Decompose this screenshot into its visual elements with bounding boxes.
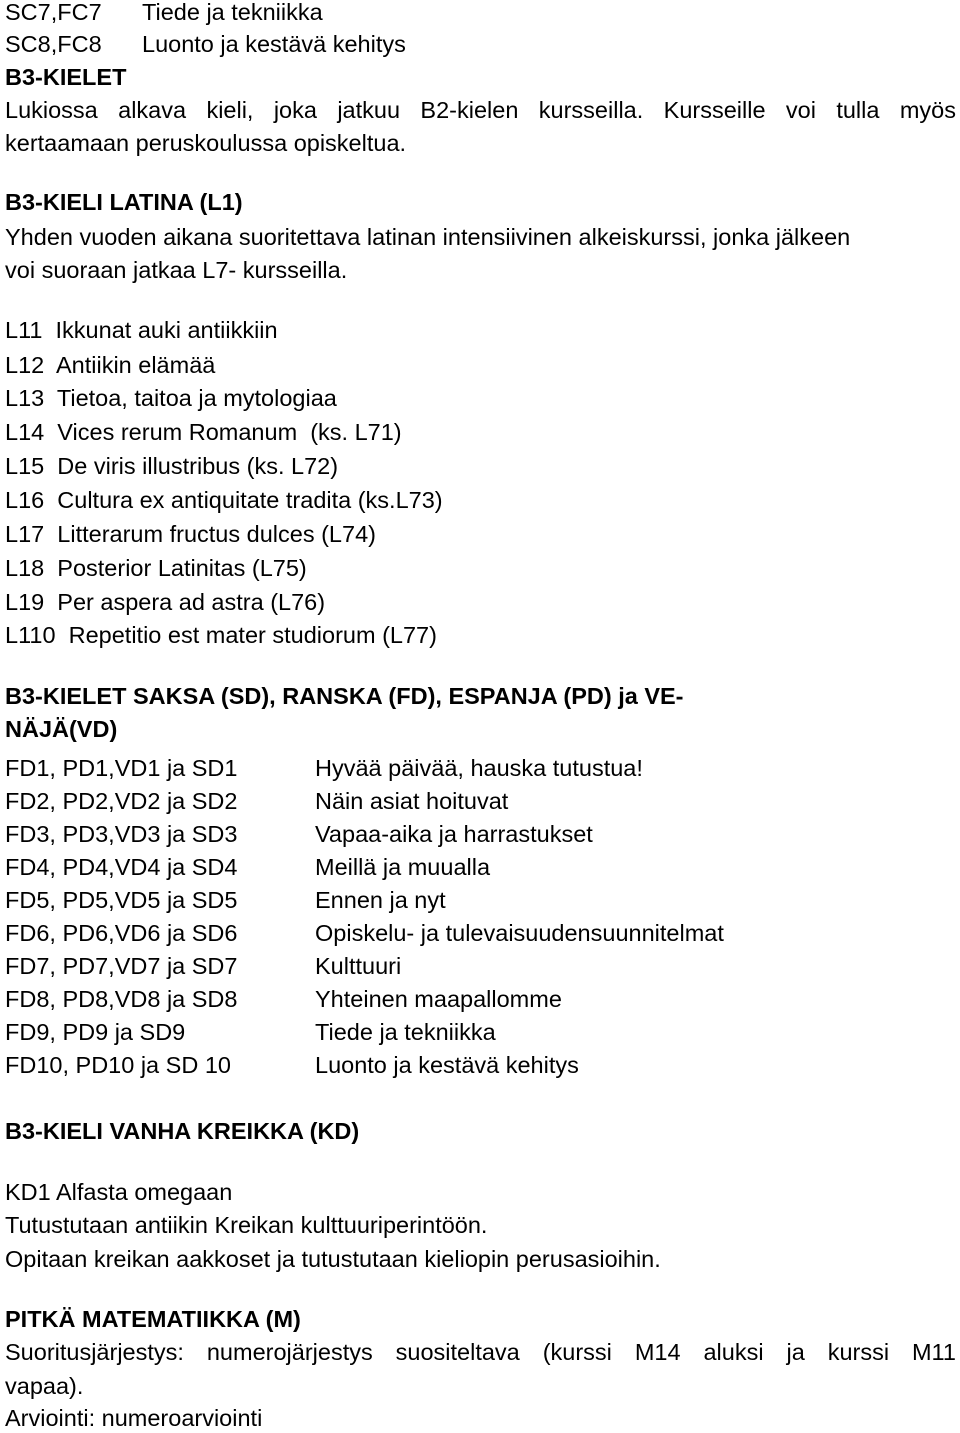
section-heading: B3-KIELI LATINA (L1) bbox=[5, 189, 243, 215]
paragraph-line: voi suoraan jatkaa L7- kursseilla. bbox=[5, 257, 348, 283]
paragraph-line: Yhden vuoden aikana suoritettava latinan intensiivinen alkeiskurssi, jonka jälkeen bbox=[5, 224, 851, 250]
word: B2-kielen bbox=[420, 97, 519, 123]
course-code: L19 bbox=[5, 589, 45, 615]
course-row bbox=[5, 519, 376, 549]
course-code: SC7,FC7 bbox=[5, 0, 102, 25]
course-row bbox=[5, 315, 278, 345]
word: kieli, bbox=[206, 97, 254, 123]
course-code: L18 bbox=[5, 555, 45, 581]
course-title: Tiede ja tekniikka bbox=[142, 0, 323, 25]
section-heading: B3-KIELET SAKSA (SD), RANSKA (FD), ESPANJA (PD) ja VE- bbox=[5, 683, 684, 709]
paragraph-line: Tutustutaan antiikin Kreikan kulttuuriperintöön. bbox=[5, 1212, 488, 1238]
course-title: Per aspera ad astra (L76) bbox=[57, 589, 326, 615]
course-code: FD9, PD9 ja SD9 bbox=[5, 1019, 186, 1045]
section-heading: B3-KIELET bbox=[5, 64, 127, 90]
course-title: Ikkunat auki antiikkiin bbox=[55, 317, 278, 343]
course-row bbox=[5, 485, 443, 515]
course-title: Kulttuuri bbox=[315, 953, 402, 979]
course-title: Meillä ja muualla bbox=[315, 854, 491, 880]
course-title: De viris illustribus (ks. L72) bbox=[57, 453, 339, 479]
course-code: L17 bbox=[5, 521, 45, 547]
course-row: KD1 Alfasta omegaan bbox=[5, 1179, 233, 1205]
course-code: SC8,FC8 bbox=[5, 31, 102, 57]
course-code: L15 bbox=[5, 453, 45, 479]
word: kursseilla. bbox=[538, 97, 644, 123]
paragraph-line: kertaamaan peruskoulussa opiskeltua. bbox=[5, 130, 407, 156]
course-title: Vapaa-aika ja harrastukset bbox=[315, 821, 593, 847]
word: jatkuu bbox=[337, 97, 401, 123]
word: Kursseille bbox=[663, 97, 766, 123]
course-title: Repetitio est mater studiorum (L77) bbox=[68, 622, 437, 648]
paragraph-line bbox=[5, 1337, 956, 1367]
course-code: L12 bbox=[5, 352, 45, 378]
course-code: L11 bbox=[5, 317, 43, 343]
course-row bbox=[5, 383, 337, 413]
course-code: FD8, PD8,VD8 ja SD8 bbox=[5, 986, 238, 1012]
paragraph-line: Arviointi: numeroarviointi bbox=[5, 1405, 263, 1431]
course-code: FD2, PD2,VD2 ja SD2 bbox=[5, 788, 238, 814]
word: Lukiossa bbox=[5, 97, 98, 123]
word: myös bbox=[899, 97, 956, 123]
course-row bbox=[5, 417, 402, 447]
course-title: Vices rerum Romanum (ks. L71) bbox=[57, 419, 402, 445]
word: tulla bbox=[836, 97, 880, 123]
section-heading: PITKÄ MATEMATIIKKA (M) bbox=[5, 1306, 301, 1332]
course-code: FD4, PD4,VD4 ja SD4 bbox=[5, 854, 238, 880]
course-code: FD5, PD5,VD5 ja SD5 bbox=[5, 887, 238, 913]
paragraph-line: vapaa). bbox=[5, 1373, 84, 1399]
course-title: Yhteinen maapallomme bbox=[315, 986, 562, 1012]
course-title: Luonto ja kestävä kehitys bbox=[315, 1052, 579, 1078]
course-row bbox=[5, 587, 325, 617]
course-title: Opiskelu- ja tulevaisuudensuunnitelmat bbox=[315, 920, 724, 946]
course-row bbox=[5, 553, 307, 583]
course-row bbox=[5, 451, 338, 481]
word: voi bbox=[785, 97, 816, 123]
word: Suoritusjärjestys: bbox=[5, 1339, 184, 1365]
course-title: Luonto ja kestävä kehitys bbox=[142, 31, 406, 57]
word: joka bbox=[273, 97, 317, 123]
word: alkava bbox=[118, 97, 187, 123]
course-code: L110 bbox=[5, 622, 56, 648]
course-title: Hyvää päivää, hauska tutustua! bbox=[315, 755, 643, 781]
course-code: L16 bbox=[5, 487, 45, 513]
course-row bbox=[5, 350, 215, 380]
section-heading: NÄJÄ(VD) bbox=[5, 716, 118, 742]
course-title: Tiede ja tekniikka bbox=[315, 1019, 496, 1045]
course-row bbox=[5, 0, 102, 27]
paragraph-line bbox=[5, 95, 956, 125]
course-title: Tietoa, taitoa ja mytologiaa bbox=[56, 385, 337, 411]
course-code: FD10, PD10 ja SD 10 bbox=[5, 1052, 231, 1078]
word: suositeltava bbox=[395, 1339, 520, 1365]
paragraph-line: Opitaan kreikan aakkoset ja tutustutaan kieliopin perusasioihin. bbox=[5, 1246, 661, 1272]
word: aluksi bbox=[703, 1339, 764, 1365]
course-code: L14 bbox=[5, 419, 45, 445]
course-title: Litterarum fructus dulces (L74) bbox=[57, 521, 376, 547]
word: (kurssi bbox=[542, 1339, 612, 1365]
course-row bbox=[5, 620, 437, 650]
course-title: Näin asiat hoituvat bbox=[315, 788, 509, 814]
course-code: L13 bbox=[5, 385, 45, 411]
course-code: FD7, PD7,VD7 ja SD7 bbox=[5, 953, 238, 979]
word: M11 bbox=[911, 1339, 956, 1365]
word: kurssi bbox=[827, 1339, 890, 1365]
course-row bbox=[5, 29, 102, 59]
word: numerojärjestys bbox=[206, 1339, 373, 1365]
word: M14 bbox=[634, 1339, 681, 1365]
course-title: Cultura ex antiquitate tradita (ks.L73) bbox=[57, 487, 443, 513]
course-title: Posterior Latinitas (L75) bbox=[57, 555, 307, 581]
word: ja bbox=[786, 1339, 805, 1365]
section-heading: B3-KIELI VANHA KREIKKA (KD) bbox=[5, 1118, 360, 1144]
course-code: FD6, PD6,VD6 ja SD6 bbox=[5, 920, 238, 946]
course-code: FD3, PD3,VD3 ja SD3 bbox=[5, 821, 238, 847]
course-title: Ennen ja nyt bbox=[315, 887, 446, 913]
course-title: Antiikin elämää bbox=[55, 352, 216, 378]
course-code: FD1, PD1,VD1 ja SD1 bbox=[5, 755, 238, 781]
